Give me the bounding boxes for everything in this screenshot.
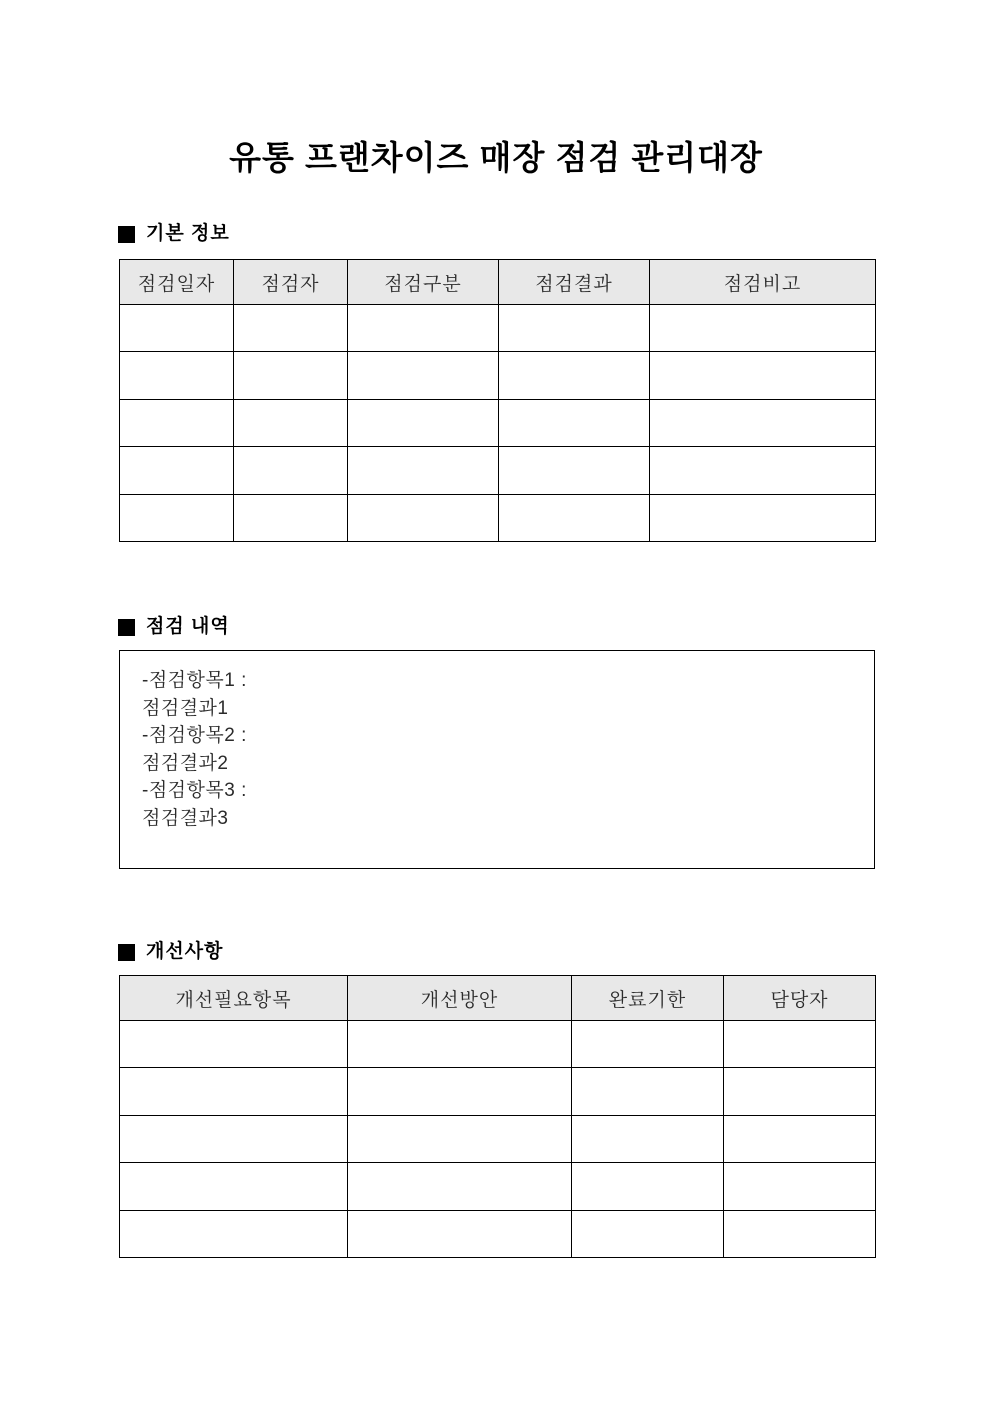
table-cell [572,1115,724,1162]
table-row [120,1115,876,1162]
table-cell [724,1163,876,1210]
header-improvement-plan: 개선방안 [348,976,572,1021]
table-cell [234,352,348,399]
table-cell [348,352,499,399]
table-row [120,1210,876,1257]
table-cell [650,494,876,541]
table-cell [120,1163,348,1210]
table-cell [120,1210,348,1257]
table-cell [650,399,876,446]
table-cell [234,399,348,446]
header-person-in-charge: 담당자 [724,976,876,1021]
header-inspector: 점검자 [234,260,348,305]
header-inspection-result: 점검결과 [499,260,650,305]
table-cell [724,1210,876,1257]
detail-line: -점검항목1 : [142,670,247,691]
section-heading-basic-info-label: 기본 정보 [146,223,230,244]
detail-line: -점검항목3 : [142,780,247,801]
basic-info-header-row [120,260,876,305]
table-cell [572,1021,724,1068]
table-cell [120,305,234,352]
table-cell [120,1021,348,1068]
black-square-bullet-icon [118,944,135,961]
table-cell [724,1068,876,1115]
section-heading-basic-info [118,224,230,244]
section-heading-inspection-details [118,617,230,637]
table-cell [120,352,234,399]
table-row [120,447,876,494]
table-row [120,399,876,446]
table-cell [348,1163,572,1210]
table-cell [120,447,234,494]
table-row [120,1163,876,1210]
detail-line: -점검항목2 : [142,725,247,746]
table-cell [348,1115,572,1162]
section-heading-improvements [118,942,223,962]
improvements-table [119,975,876,1258]
table-cell [499,352,650,399]
table-cell [499,399,650,446]
improvements-header-row [120,976,876,1021]
table-cell [348,447,499,494]
table-cell [650,352,876,399]
table-cell [348,1021,572,1068]
black-square-bullet-icon [118,226,135,243]
detail-line: 점검결과3 [142,807,229,829]
table-cell [120,494,234,541]
table-cell [724,1115,876,1162]
header-improvement-item: 개선필요항목 [120,976,348,1021]
table-cell [572,1163,724,1210]
table-cell [234,447,348,494]
table-row [120,352,876,399]
table-cell [572,1210,724,1257]
page-title: 유통 프랜차이즈 매장 점검 관리대장 [229,139,763,176]
table-row [120,1068,876,1115]
table-cell [348,494,499,541]
detail-line: 점검결과1 [142,697,229,719]
table-cell [650,305,876,352]
table-cell [120,1115,348,1162]
table-cell [572,1068,724,1115]
table-cell [348,305,499,352]
section-heading-inspection-details-label: 점검 내역 [146,616,230,637]
header-inspection-category: 점검구분 [348,260,499,305]
detail-line: 점검결과2 [142,752,229,774]
table-row [120,494,876,541]
basic-info-table [119,259,876,542]
table-cell [724,1021,876,1068]
table-cell [499,494,650,541]
inspection-details-box [119,650,875,869]
header-completion-deadline: 완료기한 [572,976,724,1021]
table-row [120,305,876,352]
table-cell [499,305,650,352]
table-cell [348,1210,572,1257]
table-cell [348,399,499,446]
table-cell [499,447,650,494]
table-cell [234,305,348,352]
black-square-bullet-icon [118,619,135,636]
table-cell [234,494,348,541]
table-cell [348,1068,572,1115]
table-cell [120,399,234,446]
table-row [120,1021,876,1068]
header-inspection-date: 점검일자 [120,260,234,305]
table-cell [650,447,876,494]
section-heading-improvements-label: 개선사항 [146,941,224,962]
table-cell [120,1068,348,1115]
header-inspection-remarks: 점검비고 [650,260,876,305]
